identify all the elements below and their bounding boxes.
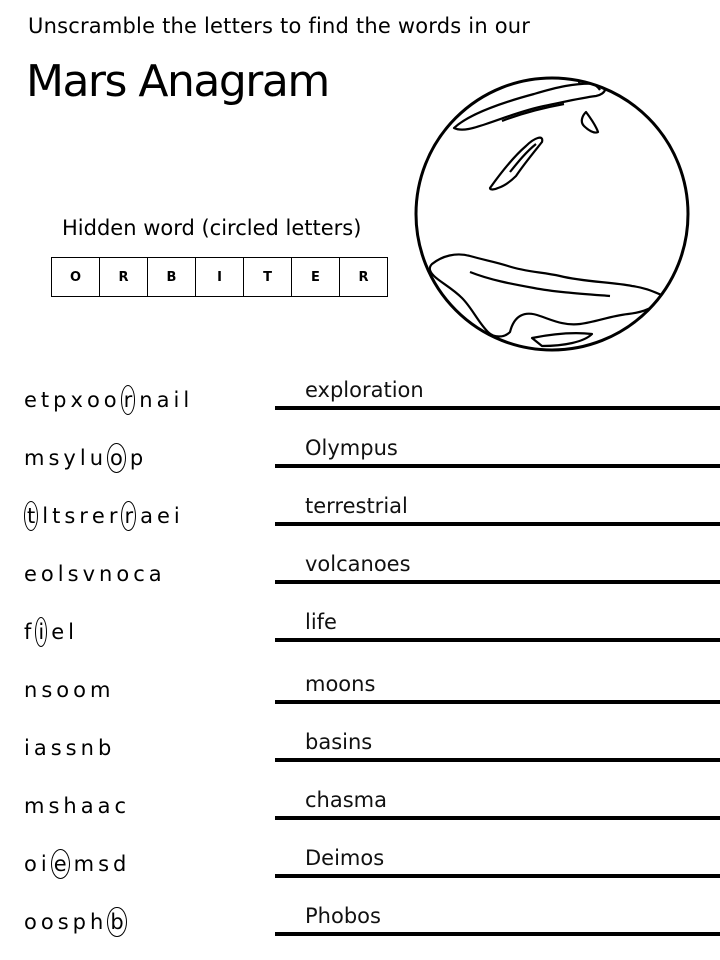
letter: v [82,562,100,586]
letter: o [24,910,41,934]
letter: h [63,794,81,818]
answer-line [275,874,720,878]
answer-text: exploration [305,378,424,402]
circled-letter: o [107,443,126,473]
scrambled-word [24,388,193,412]
hidden-word-label: Hidden word (circled letters) [62,216,362,240]
answer-line [275,406,720,410]
letter: s [48,794,64,818]
letter: b [97,736,116,760]
letter: l [183,388,194,412]
hidden-word-cell: I [196,257,244,297]
letter: p [53,388,71,412]
letter: i [24,736,34,760]
mars-planet-icon [414,76,694,356]
letter: s [50,736,66,760]
circled-letter: t [24,501,38,531]
circled-letter: r [121,385,136,415]
letter: o [40,910,58,934]
letter: h [90,910,108,934]
letter: n [99,562,117,586]
letter: a [148,562,166,586]
scrambled-word [24,446,147,470]
letter: l [57,562,68,586]
letter: d [113,852,131,876]
letter: i [173,388,184,412]
letter: p [129,446,148,470]
answer-text: basins [305,730,373,754]
scrambled-word [24,678,114,702]
letter: n [80,736,98,760]
letter: c [133,562,149,586]
answer-text: chasma [305,788,387,812]
letter: l [42,504,53,528]
letter: s [67,562,83,586]
answer-line [275,758,720,762]
page-title: Mars Anagram [26,56,329,107]
letter: i [173,504,184,528]
letter: o [56,678,74,702]
answer-line [275,700,720,704]
answer-text: Phobos [305,904,381,928]
letter: s [98,852,114,876]
hidden-word-cell: T [244,257,292,297]
letter: a [80,794,98,818]
letter: m [73,852,99,876]
answer-text: Deimos [305,846,385,870]
answer-line [275,522,720,526]
letter: t [52,504,65,528]
answer-line [275,464,720,468]
letter: y [63,446,80,470]
letter: e [156,504,174,528]
hidden-word-cell: E [292,257,340,297]
letter: e [24,388,41,412]
circled-letter: r [121,501,136,531]
letter: a [140,504,157,528]
letter: i [40,852,51,876]
letter: s [65,736,81,760]
letter: t [40,388,54,412]
letter: c [114,794,131,818]
letter: a [156,388,174,412]
letter: p [72,910,91,934]
letter: x [70,388,87,412]
answer-line [275,580,720,584]
hidden-word-grid [51,257,388,297]
letter: f [24,620,36,644]
letter: m [24,446,49,470]
answer-text: terrestrial [305,494,408,518]
letter: l [79,446,90,470]
letter: n [139,388,157,412]
hidden-word-cell: B [148,257,196,297]
letter: s [57,910,73,934]
letter: n [24,678,42,702]
hidden-word-cell: O [52,257,100,297]
letter: o [86,388,104,412]
scrambled-word [24,910,131,934]
hidden-word-cell: R [100,257,148,297]
letter: e [91,504,109,528]
letter: u [89,446,108,470]
answer-text: Olympus [305,436,398,460]
letter: o [24,852,41,876]
letter: m [89,678,115,702]
answer-text: volcanoes [305,552,411,576]
answer-text: moons [305,672,376,696]
worksheet-subtitle: Unscramble the letters to find the words in our [28,14,531,38]
answer-line [275,638,720,642]
letter: s [48,446,64,470]
letter: a [33,736,51,760]
scrambled-word [24,504,184,528]
hidden-word-cell: R [340,257,388,297]
letter: r [108,504,122,528]
letter: a [97,794,115,818]
answer-text: life [305,610,337,634]
scrambled-word [24,736,115,760]
scrambled-word [24,562,166,586]
circled-letter: e [51,849,70,879]
letter: l [68,620,79,644]
letter: o [73,678,90,702]
letter: e [24,562,41,586]
scrambled-word [24,794,130,818]
circled-letter: b [107,907,126,937]
scrambled-word [24,620,78,644]
letter: s [41,678,57,702]
letter: r [79,504,92,528]
answer-line [275,816,720,820]
letter: o [40,562,58,586]
scrambled-word [24,852,130,876]
letter: s [64,504,80,528]
answer-line [275,932,720,936]
letter: o [103,388,121,412]
circled-letter: i [35,617,47,647]
letter: m [24,794,49,818]
letter: o [116,562,134,586]
letter: e [51,620,69,644]
